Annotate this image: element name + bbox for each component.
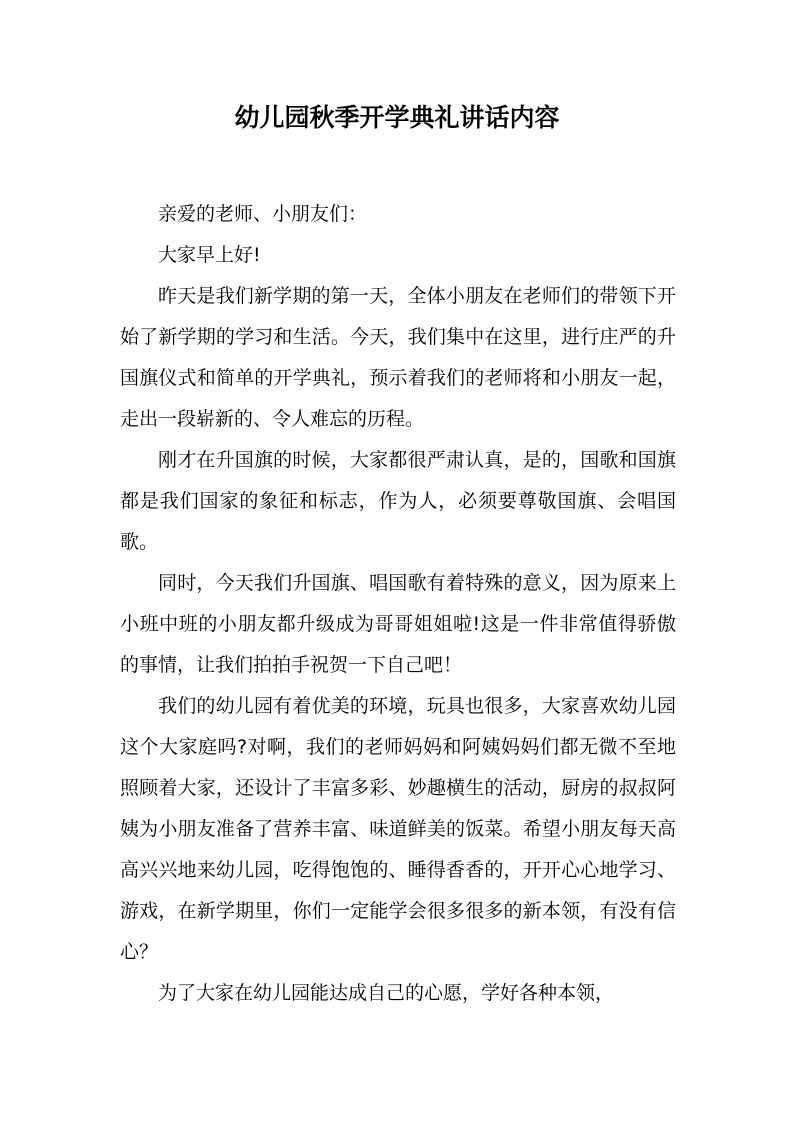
paragraph-kindergarten-environment: 我们的幼儿园有着优美的环境，玩具也很多，大家喜欢幼儿园这个大家庭吗?对啊，我们的老师妈妈和阿姨妈妈们都无微不至地照顾着大家，还设计了丰富多彩、妙趣横生的活动，厨房的叔叔阿姨为小朋友准备了营养丰富、味道鲜美的饭菜。希望小朋友每天高高兴兴地来幼儿园，吃得饱饱的、睡得香香的，开开心心地学习、游戏，在新学期里，你们一定能学会很多很多的新本领，有没有信心？ bbox=[120, 695, 676, 963]
document-body bbox=[120, 194, 676, 1014]
paragraph-wishes: 为了大家在幼儿园能达成自己的心愿，学好各种本领， bbox=[158, 982, 615, 1004]
paragraph-flag-ceremony: 刚才在升国旗的时候，大家都很严肃认真，是的，国歌和国旗都是我们国家的象征和标志，作为人，必须要尊敬国旗、会唱国歌。 bbox=[120, 449, 676, 553]
paragraph-good-morning: 大家早上好! bbox=[158, 244, 261, 266]
paragraph-greeting: 亲爱的老师、小朋友们： bbox=[158, 203, 368, 225]
paragraph-new-semester: 昨天是我们新学期的第一天，全体小朋友在老师们的带领下开始了新学期的学习和生活。今天，我们集中在这里，进行庄严的升国旗仪式和简单的开学典礼，预示着我们的老师将和小朋友一起，走出一段崭新的、令人难忘的历程。 bbox=[120, 285, 676, 430]
document-title: 幼儿园秋季开学典礼讲话内容 bbox=[234, 103, 560, 132]
paragraph-special-meaning: 同时，今天我们升国旗、唱国歌有着特殊的意义，因为原来上小班中班的小朋友都升级成为哥哥姐姐啦!这是一件非常值得骄傲的事情，让我们拍拍手祝贺一下自己吧！ bbox=[120, 572, 676, 676]
